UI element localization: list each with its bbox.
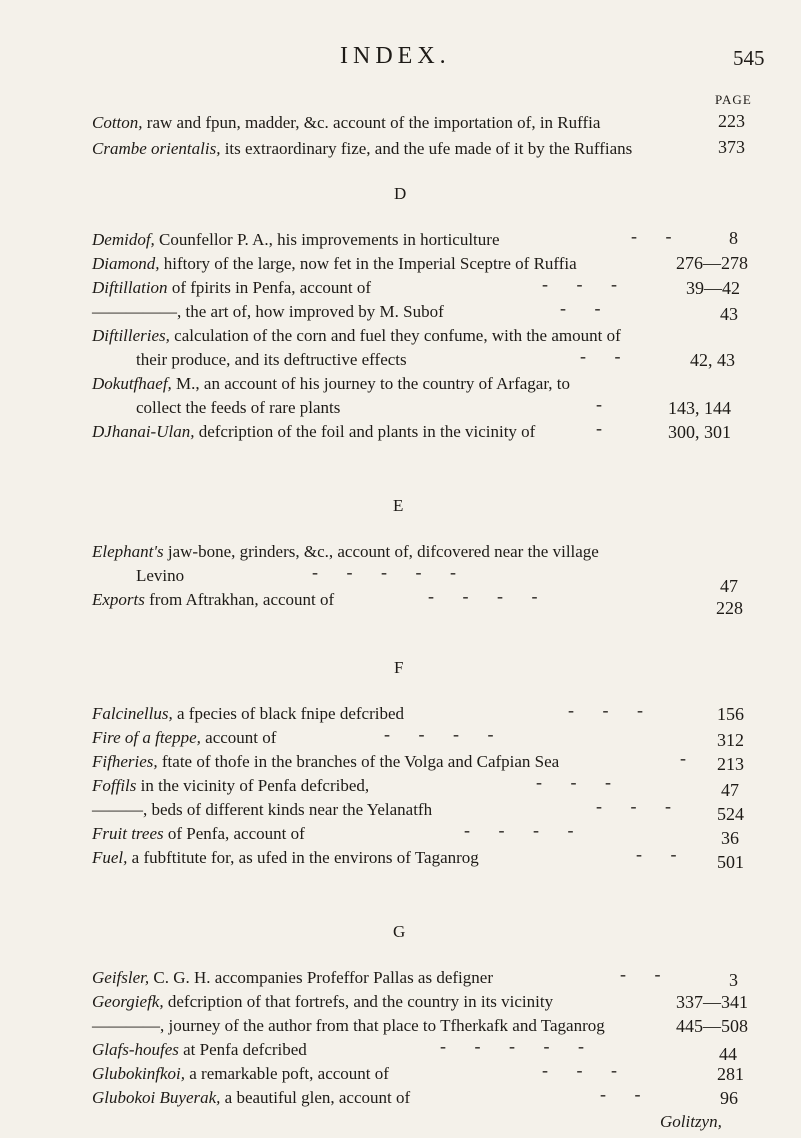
entry-headword: Fruit trees: [92, 824, 164, 843]
entry-text: defcription of the foil and plants in the vicinity of: [194, 422, 536, 441]
entry-page: 47: [721, 780, 739, 800]
entry-text: defcription of that fortrefs, and the country in its vicinity: [163, 992, 554, 1011]
entry-leader: - - - -: [464, 820, 586, 840]
entry-page: 501: [717, 852, 744, 872]
entry-leader: - - -: [542, 1060, 629, 1080]
section-letter-d: D: [394, 184, 407, 203]
entry-headword: Diftilleries,: [92, 326, 170, 345]
entry-text: M., an account of his journey to the country of Arfagar, to: [171, 374, 571, 393]
entry-headword: Fuel,: [92, 848, 128, 867]
entry-leader: - - -: [596, 796, 683, 816]
entry-leader: - - - - -: [440, 1036, 596, 1056]
entry-leader: - -: [631, 226, 684, 246]
entry-leader: - - - -: [428, 586, 550, 606]
page-number: 545: [733, 46, 765, 70]
entry-text: in the vicinity of Penfa defcribed,: [136, 776, 370, 795]
entry-page: 8: [729, 228, 738, 248]
entry-text: raw and fpun, madder, &c. account of the importation of, in Ruffia: [142, 113, 601, 132]
entry-page: 3: [729, 970, 738, 990]
index-entry: [92, 1038, 712, 1062]
entry-page: 43: [720, 304, 738, 324]
entry-headword: Foffils: [92, 776, 137, 795]
entry-page: 223: [718, 111, 745, 131]
entry-headword: Diftillation: [92, 278, 168, 297]
entry-headword: Demidof,: [92, 230, 155, 249]
entry-text: its extraordinary fize, and the ufe made of it by the Ruffians: [220, 139, 633, 158]
entry-page: 373: [718, 137, 745, 157]
running-title: INDEX.: [340, 43, 451, 69]
index-entry: [92, 420, 712, 444]
entry-headword: Georgiefk,: [92, 992, 164, 1011]
entry-dash: ————,: [92, 1016, 165, 1035]
entry-text: of Penfa, account of: [163, 824, 305, 843]
entry-text: ftate of thofe in the branches of the Volga and Cafpian Sea: [157, 752, 560, 771]
index-entry: [92, 300, 712, 324]
entry-page: 524: [717, 804, 744, 824]
section-letter-e: E: [393, 496, 404, 515]
entry-page: 42, 43: [690, 350, 735, 370]
entry-text: a beautiful glen, account of: [220, 1088, 411, 1107]
entry-headword: Glubokoi Buyerak,: [92, 1088, 221, 1107]
entry-headword: Fifheries,: [92, 752, 158, 771]
entry-text: a fubftitute for, as ufed in the environs of Taganrog: [127, 848, 479, 867]
entry-headword: Glubokinfkoi,: [92, 1064, 186, 1083]
entry-leader: - - -: [536, 772, 623, 792]
entry-leader: - -: [636, 844, 689, 864]
index-entry: [92, 111, 712, 135]
entry-page: 228: [716, 598, 743, 618]
index-entry: [92, 588, 712, 612]
page-column-label: PAGE: [715, 92, 752, 107]
section-letter-g: G: [393, 922, 406, 941]
entry-headword: Geifsler,: [92, 968, 150, 987]
entry-page: 156: [717, 704, 744, 724]
index-entry: [92, 990, 712, 1014]
entry-text: at Penfa defcribed: [178, 1040, 307, 1059]
index-entry-continuation: [92, 396, 712, 420]
entry-leader: - -: [560, 298, 613, 318]
entry-text: the art of, how improved by M. Subof: [181, 302, 444, 321]
entry-text: account of: [200, 728, 277, 747]
entry-leader: - - - - -: [312, 562, 468, 582]
entry-page: 47: [720, 576, 738, 596]
entry-text: from Aftrakhan, account of: [144, 590, 335, 609]
entry-text: collect the feeds of rare plants: [136, 398, 341, 417]
entry-leader: -: [596, 394, 614, 414]
entry-page: 39—42: [686, 278, 740, 298]
entry-headword: Falcinellus,: [92, 704, 173, 723]
entry-page: 44: [719, 1044, 737, 1064]
index-entry: [92, 137, 712, 161]
entry-headword: Glafs-houfes: [92, 1040, 179, 1059]
index-entry: [92, 540, 712, 564]
index-entry: [92, 750, 712, 774]
entry-headword: DJhanai-Ulan,: [92, 422, 195, 441]
entry-headword: Fire of a fteppe,: [92, 728, 201, 747]
entry-leader: - - - -: [384, 724, 506, 744]
entry-page: 445—508: [676, 1016, 748, 1036]
entry-page: 337—341: [676, 992, 748, 1012]
entry-text: hiftory of the large, now fet in the Imperial Sceptre of Ruffia: [159, 254, 577, 273]
index-entry: [92, 966, 712, 990]
entry-page: 300, 301: [668, 422, 731, 442]
index-entry: [92, 324, 712, 348]
entry-headword: Cotton,: [92, 113, 143, 132]
index-entry: [92, 372, 712, 396]
entry-text: journey of the author from that place to Tfherkafk and Taganrog: [164, 1016, 605, 1035]
catchword: Golitzyn,: [660, 1112, 722, 1131]
entry-dash: ———,: [92, 800, 148, 819]
index-entry: [92, 846, 712, 870]
entry-page: 36: [721, 828, 739, 848]
entry-headword: Diamond,: [92, 254, 160, 273]
entry-text: C. G. H. accompanies Profeffor Pallas as defigner: [149, 968, 493, 987]
entry-page: 96: [720, 1088, 738, 1108]
entry-text: Levino: [136, 566, 185, 585]
entry-text: of fpirits in Penfa, account of: [167, 278, 372, 297]
entry-text: jaw-bone, grinders, &c., account of, difcovered near the village: [163, 542, 599, 561]
index-entry: [92, 252, 712, 276]
entry-leader: - - -: [568, 700, 655, 720]
entry-headword: Elephant's: [92, 542, 164, 561]
entry-headword: Dokutfhaef,: [92, 374, 172, 393]
entry-leader: - -: [620, 964, 673, 984]
entry-leader: - -: [580, 346, 633, 366]
entry-page: 312: [717, 730, 744, 750]
entry-page: 281: [717, 1064, 744, 1084]
index-entry: [92, 1014, 712, 1038]
entry-page: 276—278: [676, 253, 748, 273]
entry-leader: -: [596, 418, 614, 438]
entry-text: their produce, and its deftructive effects: [136, 350, 407, 369]
entry-text: a fpecies of black fnipe defcribed: [172, 704, 405, 723]
entry-page: 213: [717, 754, 744, 774]
section-letter-f: F: [394, 658, 404, 677]
index-entry: [92, 228, 712, 252]
entry-dash: —————,: [92, 302, 182, 321]
entry-text: Counfellor P. A., his improvements in horticulture: [154, 230, 500, 249]
entry-text: calculation of the corn and fuel they confume, with the amount of: [169, 326, 621, 345]
running-head: [0, 43, 801, 73]
entry-text: beds of different kinds near the Yelanatfh: [147, 800, 433, 819]
entry-text: a remarkable poft, account of: [185, 1064, 389, 1083]
entry-leader: - - -: [542, 274, 629, 294]
entry-leader: - -: [600, 1084, 653, 1104]
entry-leader: -: [680, 748, 698, 768]
entry-headword: Exports: [92, 590, 145, 609]
index-entry: [92, 822, 712, 846]
entry-headword: Crambe orientalis,: [92, 139, 221, 158]
entry-page: 143, 144: [668, 398, 731, 418]
